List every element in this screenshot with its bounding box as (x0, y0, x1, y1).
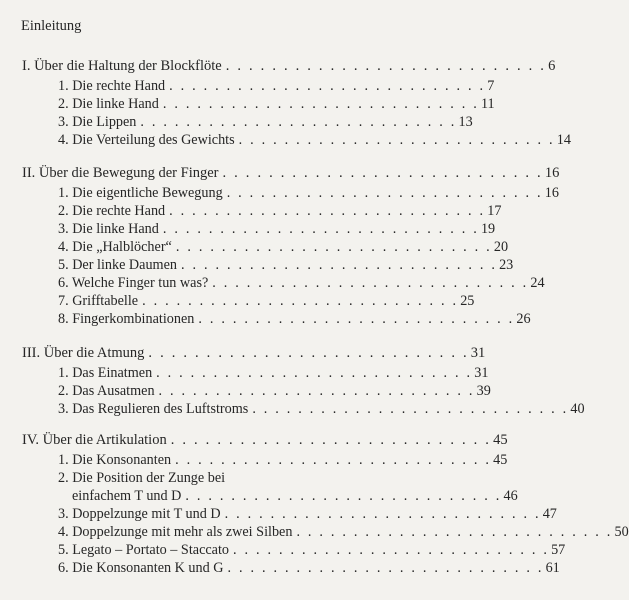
page-number: 45 (493, 432, 508, 448)
page-number: 11 (480, 96, 495, 112)
page-number: 31 (474, 365, 489, 381)
page-number: 16 (544, 165, 560, 181)
page-number: 50 (614, 524, 629, 540)
toc-entry (58, 96, 495, 113)
entry-label-continued: einfachem T und D (72, 488, 182, 504)
page-number: 57 (551, 542, 566, 558)
entry-label: 1. Das Einatmen (58, 365, 153, 381)
page-number: 61 (545, 560, 560, 576)
section-title: III. Über die Atmung (22, 345, 145, 361)
page-number: 39 (476, 383, 491, 399)
page-number: 20 (493, 239, 509, 255)
dot-leader: . . . . . . . . . . . . . . . . . . . . . . . . . . . . (156, 365, 473, 381)
page-number: 13 (458, 114, 473, 130)
toc-entry (58, 293, 475, 310)
page-number: 7 (487, 78, 495, 94)
toc-entry (58, 452, 508, 469)
dot-leader: . . . . . . . . . . . . . . . . . . . . . . . . . . . . (169, 203, 486, 219)
toc-section-1 (22, 58, 556, 75)
page-number: 19 (480, 221, 496, 237)
dot-leader: . . . . . . . . . . . . . . . . . . . . . . . . . . . . (252, 401, 569, 417)
page-number: 46 (503, 488, 518, 504)
entry-label: 2. Das Ausatmen (58, 383, 155, 399)
toc-entry (58, 221, 496, 238)
entry-label: 3. Die linke Hand (58, 221, 159, 237)
dot-leader: . . . . . . . . . . . . . . . . . . . . . . . . . . . . (142, 293, 459, 309)
intro-heading: Einleitung (21, 18, 82, 34)
toc-entry (58, 401, 585, 418)
dot-leader: . . . . . . . . . . . . . . . . . . . . . . . . . . . . (225, 58, 547, 74)
dot-leader: . . . . . . . . . . . . . . . . . . . . . . . . . . . . (226, 185, 543, 201)
toc-section-4 (22, 432, 508, 449)
entry-label: 5. Der linke Daumen (58, 257, 177, 273)
entry-label: 3. Doppelzunge mit T und D (58, 506, 221, 522)
entry-label: 8. Fingerkombinationen (58, 311, 195, 327)
toc-entry (58, 383, 491, 400)
page-number: 31 (470, 345, 486, 361)
section-title: IV. Über die Artikulation (22, 432, 167, 448)
toc-entry (58, 275, 545, 292)
dot-leader: . . . . . . . . . . . . . . . . . . . . . . . . . . . . (296, 524, 613, 540)
toc-entry-first-line (58, 470, 378, 487)
page-number: 16 (544, 185, 559, 201)
dot-leader: . . . . . . . . . . . . . . . . . . . . . . . . . . . . (162, 221, 479, 237)
dot-leader: . . . . . . . . . . . . . . . . . . . . . . . . . . . . (227, 560, 544, 576)
dot-leader: . . . . . . . . . . . . . . . . . . . . . . . . . . . . (158, 383, 475, 399)
entry-label: 1. Die rechte Hand (58, 78, 166, 94)
dot-leader: . . . . . . . . . . . . . . . . . . . . . . . . . . . . (233, 542, 550, 558)
page-number: 45 (493, 452, 508, 468)
page-number: 23 (499, 257, 514, 273)
dot-leader: . . . . . . . . . . . . . . . . . . . . . . . . . . . . (180, 257, 498, 273)
page-number: 14 (556, 132, 571, 148)
page-number: 6 (548, 58, 556, 74)
toc-entry (58, 560, 560, 577)
page-number: 26 (516, 311, 531, 327)
dot-leader: . . . . . . . . . . . . . . . . . . . . . . . . . . . . (198, 311, 515, 327)
dot-leader: . . . . . . . . . . . . . . . . . . . . . . . . . . . . (140, 114, 457, 130)
dot-leader: . . . . . . . . . . . . . . . . . . . . . . . . . . . . (169, 78, 486, 94)
entry-label: 5. Legato – Portato – Staccato (58, 542, 229, 558)
dot-leader: . . . . . . . . . . . . . . . . . . . . . . . . . . . . (212, 275, 529, 291)
entry-label: 2. Die linke Hand (58, 96, 159, 112)
toc-section-2 (22, 165, 560, 182)
section-title: I. Über die Haltung der Blockflöte (22, 58, 222, 74)
toc-entry (58, 203, 502, 220)
page-number: 25 (460, 293, 475, 309)
entry-label: 2. Die rechte Hand (58, 203, 166, 219)
dot-leader: . . . . . . . . . . . . . . . . . . . . . . . . . . . . (185, 488, 502, 504)
toc-entry (58, 132, 571, 149)
entry-label: 4. Doppelzunge mit mehr als zwei Silben (58, 524, 293, 540)
dot-leader: . . . . . . . . . . . . . . . . . . . . . . . . . . . . (148, 345, 469, 361)
page-number: 24 (530, 275, 545, 291)
entry-label: 6. Die Konsonanten K und G (58, 560, 224, 576)
entry-label: 6. Welche Finger tun was? (58, 275, 209, 291)
entry-label: 7. Grifftabelle (58, 293, 139, 309)
dot-leader: . . . . . . . . . . . . . . . . . . . . . . . . . . . . (162, 96, 479, 112)
dot-leader: . . . . . . . . . . . . . . . . . . . . . . . . . . . . (238, 132, 555, 148)
dot-leader: . . . . . . . . . . . . . . . . . . . . . . . . . . . . (175, 452, 492, 468)
toc-entry (58, 239, 509, 256)
entry-label: 3. Die Lippen (58, 114, 137, 130)
entry-label: 4. Die „Halblöcher“ (58, 239, 172, 255)
dot-leader: . . . . . . . . . . . . . . . . . . . . . . . . . . . . (170, 432, 492, 448)
dot-leader: . . . . . . . . . . . . . . . . . . . . . . . . . . . . (175, 239, 492, 255)
toc-section-3 (22, 345, 486, 362)
toc-entry (58, 488, 518, 505)
toc-entry (58, 506, 557, 523)
dot-leader: . . . . . . . . . . . . . . . . . . . . . . . . . . . . (224, 506, 541, 522)
toc-entry (58, 185, 559, 202)
toc-entry (58, 524, 629, 541)
toc-entry (58, 542, 566, 559)
toc-entry (58, 114, 473, 131)
page-number: 47 (542, 506, 557, 522)
toc-entry (58, 311, 531, 328)
entry-label: 3. Das Regulieren des Luftstroms (58, 401, 249, 417)
page-number: 40 (570, 401, 585, 417)
toc-entry (58, 257, 514, 274)
entry-label: 1. Die eigentliche Bewegung (58, 185, 223, 201)
page-number: 17 (487, 203, 502, 219)
entry-label: 4. Die Verteilung des Gewichts (58, 132, 235, 148)
toc-entry (58, 78, 495, 95)
entry-label: 2. Die Position der Zunge bei (58, 470, 226, 486)
section-title: II. Über die Bewegung der Finger (22, 165, 219, 181)
toc-entry (58, 365, 489, 382)
entry-label: 1. Die Konsonanten (58, 452, 172, 468)
dot-leader: . . . . . . . . . . . . . . . . . . . . . . . . . . . . (222, 165, 543, 181)
